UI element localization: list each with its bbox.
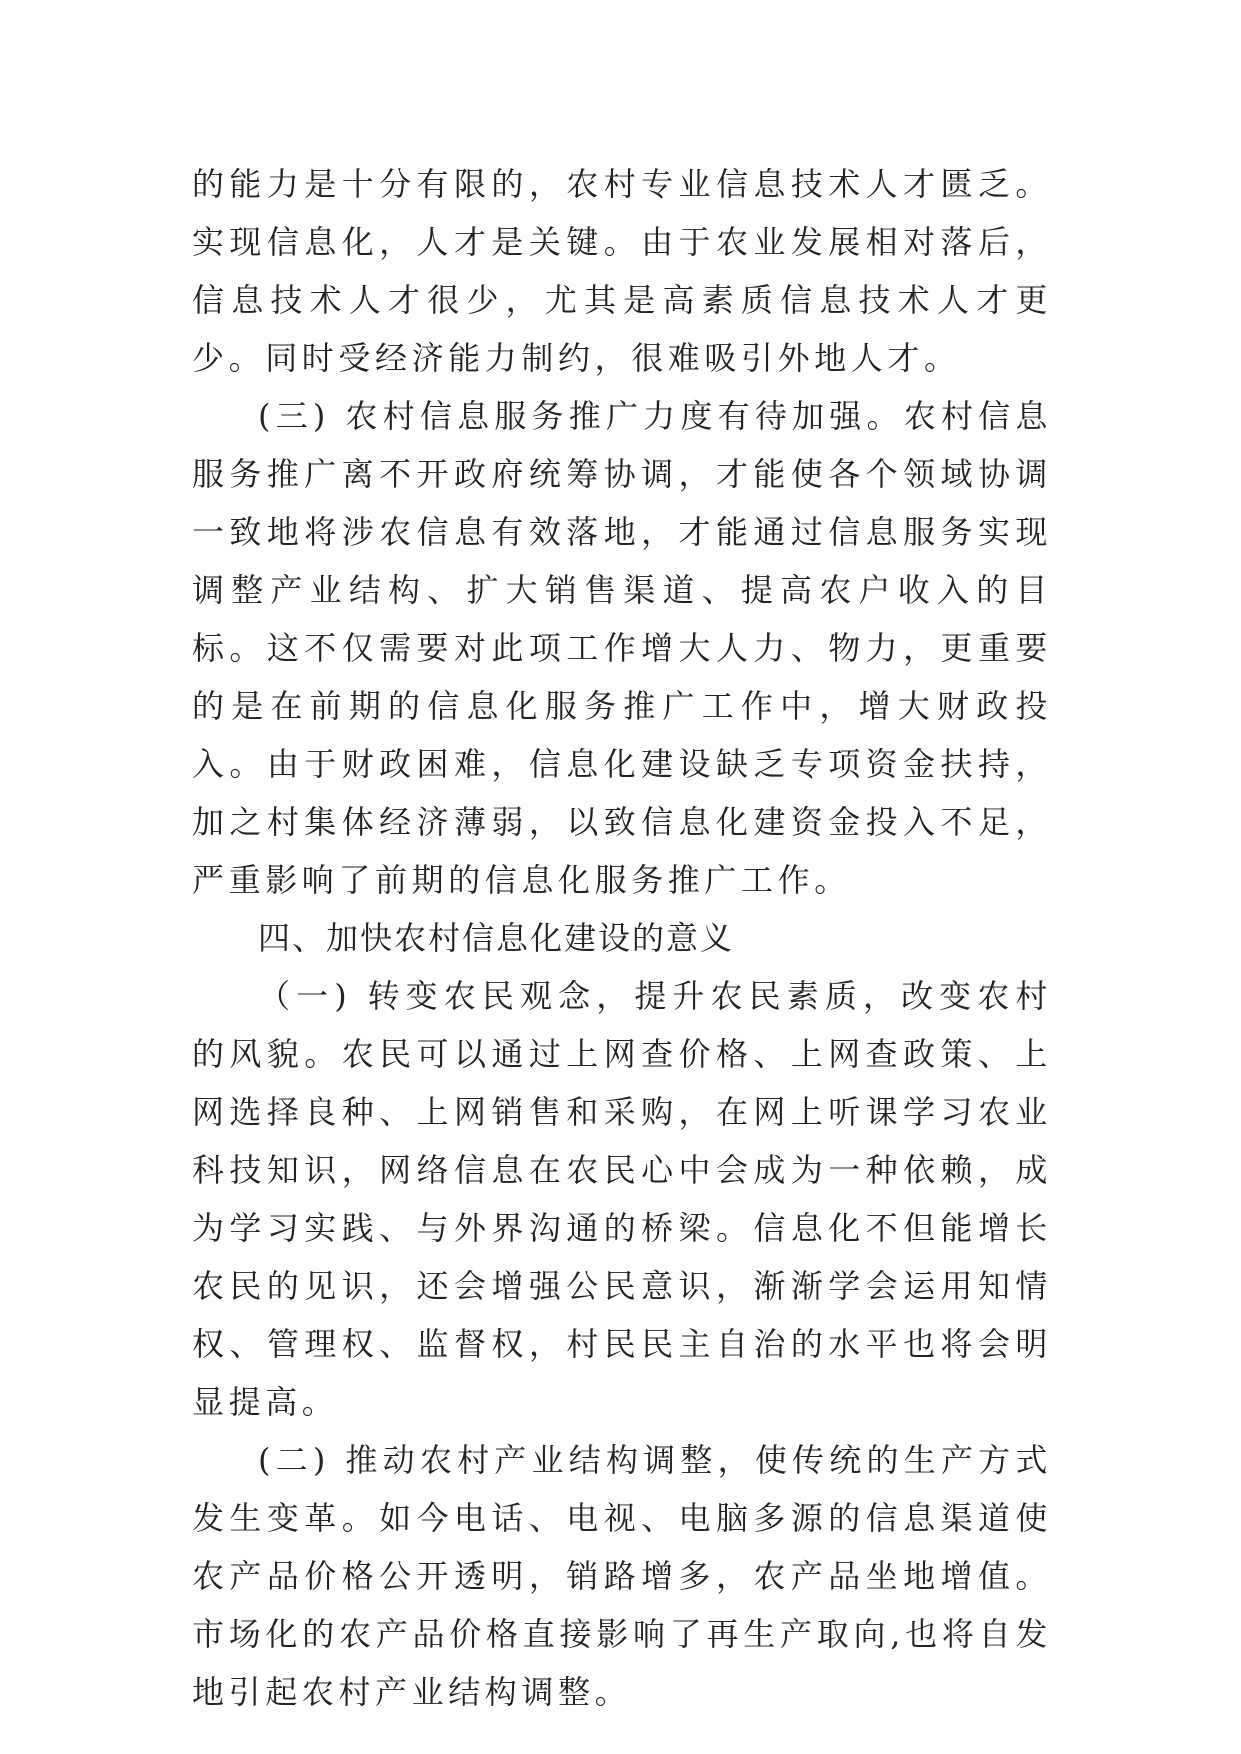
paragraph-talent-shortage: 的能力是十分有限的，农村专业信息技术人才匮乏。实现信息化，人才是关键。由于农业发展相对落后，信息技术人才很少，尤其是高素质信息技术人才更少。同时受经济能力制约，很难吸引外地人才。 (192, 165, 1052, 377)
document-body (192, 155, 1052, 1721)
section-heading-significance: 四、加快农村信息化建设的意义 (258, 919, 735, 957)
paragraph-industry-restructuring: (二) 推动农村产业结构调整，使传统的生产方式发生变革。如今电话、电视、电脑多源的信息渠道使农产品价格公开透明，销路增多，农产品坐地增值。市场化的农产品价格直接影响了再生产取向,也将自发地引起农村产业结构调整。 (192, 1441, 1052, 1711)
paragraph-service-promotion: (三) 农村信息服务推广力度有待加强。农村信息服务推广离不开政府统筹协调，才能使各个领域协调一致地将涉农信息有效落地，才能通过信息服务实现调整产业结构、扩大销售渠道、提高农户收入的目标。这不仅需要对此项工作增大人力、物力，更重要的是在前期的信息化服务推广工作中，增大财政投入。由于财政困难，信息化建设缺乏专项资金扶持，加之村集体经济薄弱，以致信息化建资金投入不足，严重影响了前期的信息化服务推广工作。 (192, 397, 1052, 899)
paragraph-farmer-quality: （一) 转变农民观念，提升农民素质，改变农村的风貌。农民可以通过上网查价格、上网查政策、上网选择良种、上网销售和采购，在网上听课学习农业科技知识，网络信息在农民心中会成为一种依赖，成为学习实践、与外界沟通的桥梁。信息化不但能增长农民的见识，还会增强公民意识，渐渐学会运用知情权、管理权、监督权，村民民主自治的水平也将会明显提高。 (192, 977, 1052, 1421)
